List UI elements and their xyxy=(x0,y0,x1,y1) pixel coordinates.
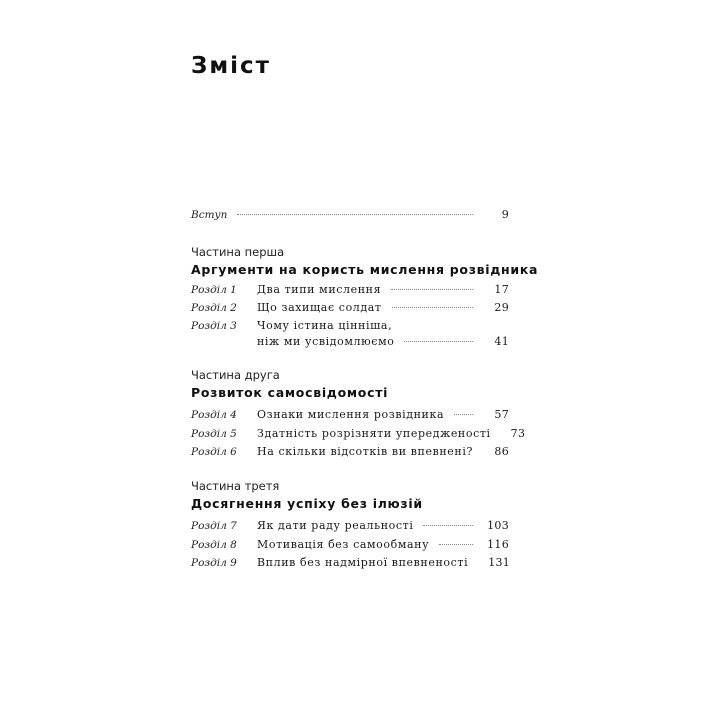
dot-leader xyxy=(439,544,473,545)
chapter-label: Розділ 1 xyxy=(191,284,237,296)
page-number: 73 xyxy=(510,427,526,440)
toc-entry xyxy=(191,318,509,336)
chapter-label: Розділ 8 xyxy=(191,539,237,551)
toc-entry xyxy=(191,407,509,425)
chapter-label: Розділ 2 xyxy=(191,302,237,314)
chapter-title: Ознаки мислення розвідника xyxy=(257,408,445,421)
toc-entry xyxy=(191,555,509,573)
chapter-title: Два типи мислення xyxy=(257,283,382,296)
chapter-label: Розділ 7 xyxy=(191,520,237,532)
page-number: 131 xyxy=(488,556,511,569)
chapter-title: Вплив без надмірної впевненості xyxy=(257,556,469,569)
chapter-title: Що захищає солдат xyxy=(257,301,382,314)
part-label: Частина перша xyxy=(191,245,285,259)
dot-leader xyxy=(454,414,473,415)
entry-label: Вступ xyxy=(191,209,228,221)
chapter-label: Розділ 9 xyxy=(191,557,237,569)
toc-entry-continued xyxy=(257,335,509,348)
dot-leader xyxy=(392,307,473,308)
dot-leader xyxy=(391,289,473,290)
page-number: 41 xyxy=(494,335,509,348)
chapter-title: Як дати раду реальності xyxy=(257,519,414,532)
chapter-label: Розділ 6 xyxy=(191,446,237,458)
part-label: Частина друга xyxy=(191,368,280,382)
page-number: 116 xyxy=(487,538,509,551)
toc-entry xyxy=(191,518,509,536)
page-number: 86 xyxy=(494,445,509,458)
toc-entry xyxy=(191,426,526,444)
page-number: 103 xyxy=(487,519,509,532)
toc-entry xyxy=(191,444,509,462)
dot-leader xyxy=(423,525,473,526)
part-title: Досягнення успіху без ілюзій xyxy=(191,496,423,511)
chapter-label: Розділ 5 xyxy=(191,428,237,440)
toc-entry xyxy=(191,537,509,555)
chapter-title: На скільки відсотків ви впевнені? xyxy=(257,445,473,458)
toc-entry xyxy=(191,282,509,300)
page-number: 57 xyxy=(494,408,509,421)
page-number: 9 xyxy=(501,208,509,221)
toc-entry xyxy=(191,300,509,318)
dot-leader xyxy=(404,341,473,342)
chapter-title: Здатність розрізняти упередженості xyxy=(257,427,491,440)
part-title: Розвиток самосвідомості xyxy=(191,385,389,400)
page-number: 29 xyxy=(494,301,509,314)
chapter-title: Мотивація без самообману xyxy=(257,538,430,551)
page-number: 17 xyxy=(494,283,509,296)
chapter-label: Розділ 4 xyxy=(191,409,237,421)
part-label: Частина третя xyxy=(191,479,280,493)
chapter-label: Розділ 3 xyxy=(191,320,237,332)
toc-entry-intro xyxy=(191,207,509,225)
part-title: Аргументи на користь мислення розвідника xyxy=(191,262,539,277)
chapter-title-continued: ніж ми усвідомлюємо xyxy=(257,335,395,348)
dot-leader xyxy=(237,214,473,215)
page-title: Зміст xyxy=(191,53,271,79)
chapter-title: Чому істина цінніша, xyxy=(257,319,393,332)
